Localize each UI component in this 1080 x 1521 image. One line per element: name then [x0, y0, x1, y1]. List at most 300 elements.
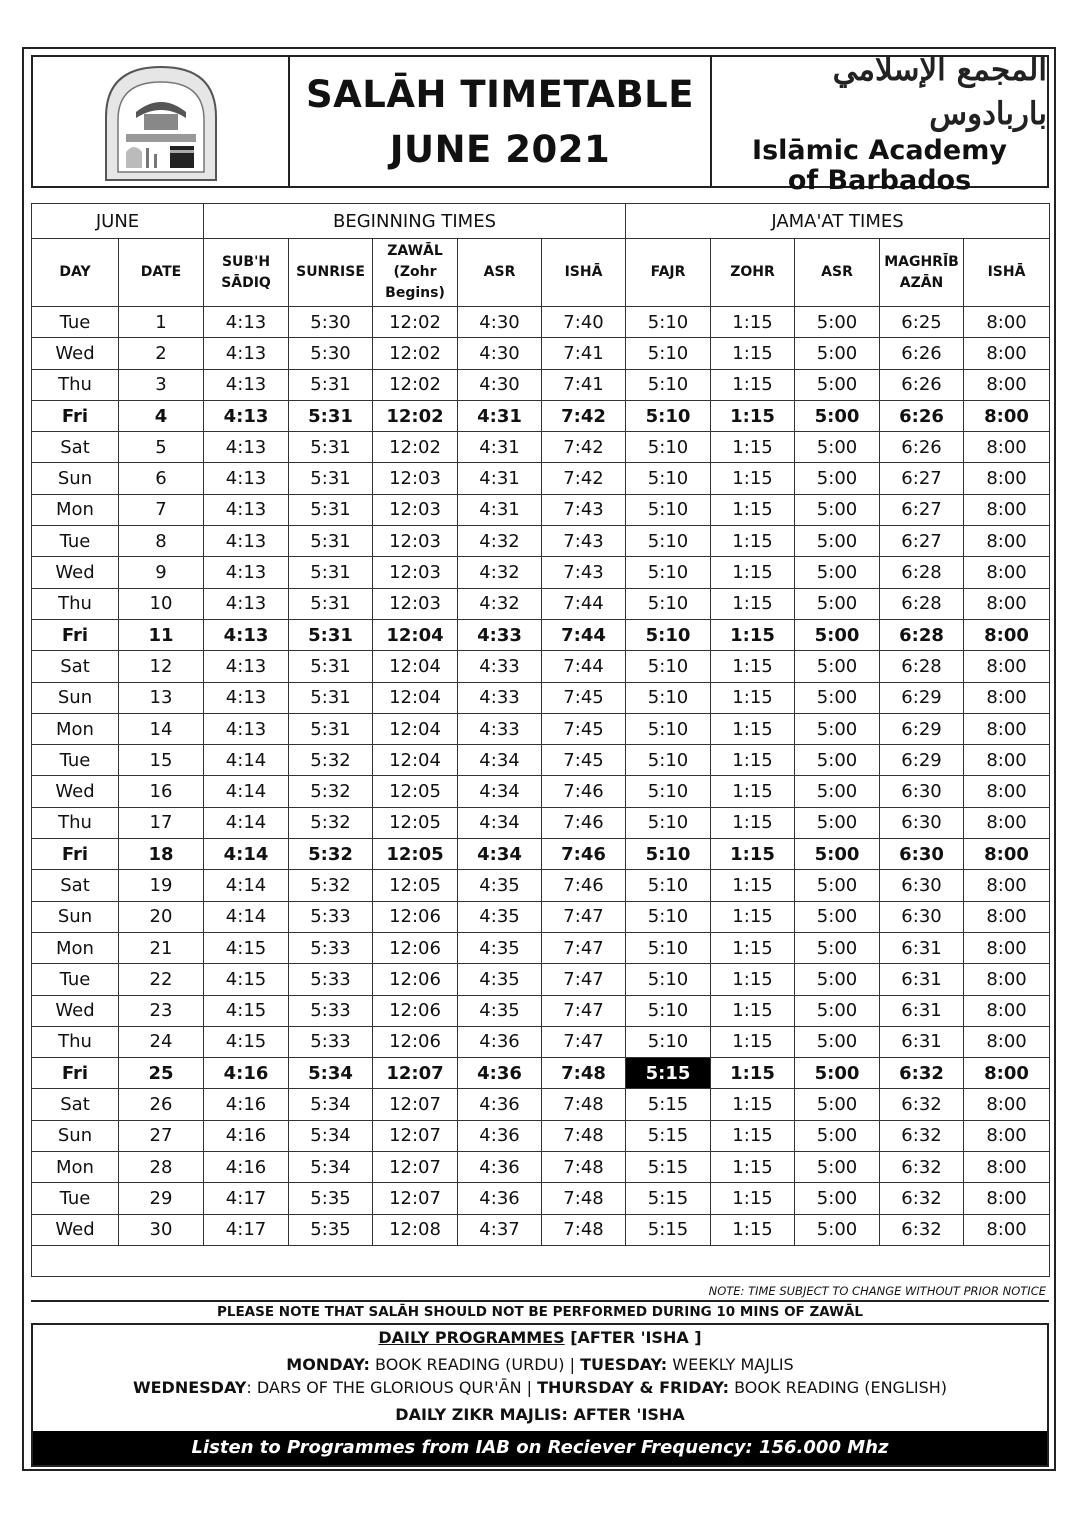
cell-maghrib-azan: 6:32: [880, 1214, 964, 1245]
cell-maghrib-azan: 6:29: [880, 713, 964, 744]
cell-subh-sadiq: 4:13: [204, 463, 289, 494]
cell-maghrib-azan: 6:30: [880, 870, 964, 901]
cell-asr: 4:33: [458, 619, 542, 650]
blank-row: [32, 1245, 1050, 1276]
cell-subh-sadiq: 4:16: [204, 1120, 289, 1151]
cell-fajr: 5:10: [626, 807, 711, 838]
cell-jamaat-asr: 5:00: [795, 526, 880, 557]
cell-isha: 7:47: [542, 995, 626, 1026]
cell-isha: 7:46: [542, 776, 626, 807]
cell-jamaat-isha: 8:00: [964, 776, 1050, 807]
cell-day: Sun: [32, 901, 119, 932]
cell-maghrib-azan: 6:29: [880, 682, 964, 713]
cell-jamaat-isha: 8:00: [964, 588, 1050, 619]
cell-asr: 4:36: [458, 1120, 542, 1151]
cell-asr: 4:36: [458, 1058, 542, 1089]
cell-date: 7: [119, 494, 204, 525]
cell-maghrib-azan: 6:28: [880, 619, 964, 650]
cell-fajr: 5:10: [626, 557, 711, 588]
cell-jamaat-asr: 5:00: [795, 1214, 880, 1245]
table-row: [32, 494, 1050, 525]
cell-sunrise: 5:30: [289, 307, 373, 338]
separator-line: [31, 1300, 1049, 1302]
programmes-title-main: DAILY PROGRAMMES: [378, 1328, 565, 1347]
separator-2: |: [526, 1378, 533, 1397]
table-row: [32, 1058, 1050, 1089]
cell-zohr: 1:15: [711, 494, 795, 525]
cell-date: 23: [119, 995, 204, 1026]
cell-fajr: 5:10: [626, 745, 711, 776]
cell-jamaat-isha: 8:00: [964, 1120, 1050, 1151]
cell-date: 26: [119, 1089, 204, 1120]
cell-sunrise: 5:31: [289, 557, 373, 588]
cell-subh-sadiq: 4:16: [204, 1058, 289, 1089]
cell-jamaat-isha: 8:00: [964, 1026, 1050, 1057]
monday-value: BOOK READING (URDU): [375, 1355, 565, 1374]
cell-fajr: 5:10: [626, 619, 711, 650]
cell-day: Sat: [32, 651, 119, 682]
cell-zohr: 1:15: [711, 651, 795, 682]
cell-isha: 7:41: [542, 338, 626, 369]
table-row: [32, 463, 1050, 494]
cell-isha: 7:48: [542, 1089, 626, 1120]
cell-isha: 7:47: [542, 964, 626, 995]
cell-maghrib-azan: 6:26: [880, 432, 964, 463]
cell-maghrib-azan: 6:32: [880, 1120, 964, 1151]
cell-date: 24: [119, 1026, 204, 1057]
cell-jamaat-asr: 5:00: [795, 307, 880, 338]
cell-day: Sun: [32, 463, 119, 494]
cell-jamaat-asr: 5:00: [795, 776, 880, 807]
cell-date: 21: [119, 932, 204, 963]
cell-sunrise: 5:30: [289, 338, 373, 369]
cell-date: 16: [119, 776, 204, 807]
cell-zohr: 1:15: [711, 526, 795, 557]
cell-fajr: 5:10: [626, 588, 711, 619]
cell-subh-sadiq: 4:16: [204, 1152, 289, 1183]
cell-jamaat-isha: 8:00: [964, 713, 1050, 744]
programmes-title-suffix: [AFTER 'ISHA ]: [570, 1328, 702, 1347]
header: [31, 51, 1049, 196]
table-row: [32, 776, 1050, 807]
cell-zawal: 12:03: [373, 588, 458, 619]
cell-sunrise: 5:34: [289, 1058, 373, 1089]
cell-day: Wed: [32, 557, 119, 588]
cell-jamaat-asr: 5:00: [795, 745, 880, 776]
cell-maghrib-azan: 6:27: [880, 526, 964, 557]
cell-isha: 7:42: [542, 463, 626, 494]
cell-zohr: 1:15: [711, 995, 795, 1026]
cell-jamaat-isha: 8:00: [964, 995, 1050, 1026]
cell-maghrib-azan: 6:31: [880, 1026, 964, 1057]
cell-date: 14: [119, 713, 204, 744]
group-jamaat-times: JAMA'AT TIMES: [626, 204, 1050, 239]
cell-day: Fri: [32, 839, 119, 870]
col-day: DAY: [32, 239, 119, 307]
cell-isha: 7:48: [542, 1058, 626, 1089]
cell-date: 12: [119, 651, 204, 682]
cell-sunrise: 5:32: [289, 807, 373, 838]
cell-date: 2: [119, 338, 204, 369]
cell-jamaat-asr: 5:00: [795, 807, 880, 838]
cell-isha: 7:42: [542, 432, 626, 463]
cell-subh-sadiq: 4:15: [204, 1026, 289, 1057]
cell-day: Mon: [32, 932, 119, 963]
cell-maghrib-azan: 6:30: [880, 839, 964, 870]
cell-zawal: 12:02: [373, 307, 458, 338]
cell-zawal: 12:02: [373, 338, 458, 369]
programmes-title: [33, 1328, 1047, 1347]
cell-zawal: 12:03: [373, 526, 458, 557]
cell-maghrib-azan: 6:27: [880, 463, 964, 494]
cell-jamaat-isha: 8:00: [964, 369, 1050, 400]
cell-subh-sadiq: 4:13: [204, 619, 289, 650]
cell-jamaat-isha: 8:00: [964, 932, 1050, 963]
table-row: [32, 870, 1050, 901]
radio-frequency-banner: Listen to Programmes from IAB on Reciever Frequency: 156.000 Mhz: [33, 1431, 1047, 1465]
cell-asr: 4:33: [458, 651, 542, 682]
cell-sunrise: 5:31: [289, 713, 373, 744]
col-fajr: FAJR: [626, 239, 711, 307]
cell-subh-sadiq: 4:13: [204, 494, 289, 525]
cell-jamaat-isha: 8:00: [964, 651, 1050, 682]
table-row: [32, 1183, 1050, 1214]
table-row: [32, 1089, 1050, 1120]
cell-sunrise: 5:34: [289, 1120, 373, 1151]
cell-fajr: 5:10: [626, 463, 711, 494]
cell-zawal: 12:06: [373, 901, 458, 932]
cell-isha: 7:46: [542, 839, 626, 870]
cell-fajr: 5:10: [626, 995, 711, 1026]
cell-jamaat-isha: 8:00: [964, 338, 1050, 369]
table-row: [32, 1214, 1050, 1245]
cell-isha: 7:43: [542, 557, 626, 588]
academy-logo: [96, 62, 226, 182]
cell-subh-sadiq: 4:15: [204, 964, 289, 995]
cell-day: Tue: [32, 745, 119, 776]
cell-asr: 4:37: [458, 1214, 542, 1245]
cell-jamaat-asr: 5:00: [795, 964, 880, 995]
cell-day: Thu: [32, 1026, 119, 1057]
group-header-row: [32, 204, 1050, 239]
cell-jamaat-asr: 5:00: [795, 839, 880, 870]
cell-isha: 7:45: [542, 713, 626, 744]
cell-date: 19: [119, 870, 204, 901]
title-line-1: SALĀH TIMETABLE: [306, 72, 694, 116]
table-row: [32, 964, 1050, 995]
cell-asr: 4:33: [458, 713, 542, 744]
cell-date: 17: [119, 807, 204, 838]
cell-asr: 4:30: [458, 369, 542, 400]
cell-fajr: 5:10: [626, 839, 711, 870]
academy-name-line-1: Islāmic Academy: [752, 134, 1007, 166]
cell-maghrib-azan: 6:27: [880, 494, 964, 525]
cell-asr: 4:33: [458, 682, 542, 713]
cell-jamaat-isha: 8:00: [964, 901, 1050, 932]
cell-jamaat-asr: 5:00: [795, 338, 880, 369]
cell-day: Fri: [32, 619, 119, 650]
cell-sunrise: 5:32: [289, 870, 373, 901]
cell-fajr: 5:10: [626, 713, 711, 744]
monday-label: MONDAY:: [286, 1355, 370, 1374]
cell-asr: 4:30: [458, 338, 542, 369]
daily-programmes: [31, 1323, 1049, 1467]
cell-jamaat-isha: 8:00: [964, 463, 1050, 494]
table-row: [32, 400, 1050, 431]
cell-jamaat-asr: 5:00: [795, 713, 880, 744]
cell-asr: 4:34: [458, 839, 542, 870]
cell-zohr: 1:15: [711, 964, 795, 995]
title-cell: [290, 57, 712, 186]
cell-date: 28: [119, 1152, 204, 1183]
cell-sunrise: 5:31: [289, 494, 373, 525]
cell-asr: 4:35: [458, 901, 542, 932]
cell-maghrib-azan: 6:26: [880, 338, 964, 369]
cell-date: 8: [119, 526, 204, 557]
logo-cell: [33, 57, 290, 186]
cell-zawal: 12:04: [373, 713, 458, 744]
cell-zawal: 12:06: [373, 1026, 458, 1057]
cell-fajr: 5:15: [626, 1089, 711, 1120]
cell-maghrib-azan: 6:26: [880, 369, 964, 400]
cell-day: Tue: [32, 526, 119, 557]
cell-zawal: 12:06: [373, 995, 458, 1026]
table-row: [32, 526, 1050, 557]
cell-maghrib-azan: 6:31: [880, 964, 964, 995]
cell-zohr: 1:15: [711, 588, 795, 619]
cell-sunrise: 5:34: [289, 1089, 373, 1120]
cell-zohr: 1:15: [711, 1214, 795, 1245]
cell-day: Mon: [32, 1152, 119, 1183]
cell-date: 15: [119, 745, 204, 776]
table-row: [32, 369, 1050, 400]
cell-zawal: 12:02: [373, 369, 458, 400]
cell-subh-sadiq: 4:15: [204, 932, 289, 963]
cell-day: Tue: [32, 307, 119, 338]
cell-isha: 7:41: [542, 369, 626, 400]
cell-zawal: 12:04: [373, 651, 458, 682]
cell-asr: 4:34: [458, 807, 542, 838]
cell-subh-sadiq: 4:13: [204, 307, 289, 338]
cell-date: 3: [119, 369, 204, 400]
cell-subh-sadiq: 4:13: [204, 713, 289, 744]
cell-date: 25: [119, 1058, 204, 1089]
cell-isha: 7:46: [542, 807, 626, 838]
cell-maghrib-azan: 6:32: [880, 1152, 964, 1183]
cell-isha: 7:42: [542, 400, 626, 431]
cell-jamaat-asr: 5:00: [795, 432, 880, 463]
cell-asr: 4:36: [458, 1026, 542, 1057]
cell-sunrise: 5:31: [289, 588, 373, 619]
cell-date: 30: [119, 1214, 204, 1245]
cell-maghrib-azan: 6:30: [880, 901, 964, 932]
cell-jamaat-asr: 5:00: [795, 901, 880, 932]
cell-zohr: 1:15: [711, 307, 795, 338]
cell-asr: 4:34: [458, 745, 542, 776]
table-row: [32, 557, 1050, 588]
cell-isha: 7:48: [542, 1120, 626, 1151]
cell-zohr: 1:15: [711, 713, 795, 744]
cell-sunrise: 5:31: [289, 651, 373, 682]
col-isha: ISHĀ: [542, 239, 626, 307]
cell-asr: 4:32: [458, 588, 542, 619]
cell-asr: 4:32: [458, 526, 542, 557]
cell-fajr: 5:10: [626, 369, 711, 400]
table-row: [32, 901, 1050, 932]
cell-maghrib-azan: 6:28: [880, 651, 964, 682]
cell-zawal: 12:03: [373, 463, 458, 494]
cell-zohr: 1:15: [711, 870, 795, 901]
cell-fajr: 5:10: [626, 338, 711, 369]
cell-asr: 4:34: [458, 776, 542, 807]
cell-jamaat-asr: 5:00: [795, 1058, 880, 1089]
cell-asr: 4:31: [458, 494, 542, 525]
cell-day: Wed: [32, 995, 119, 1026]
cell-asr: 4:36: [458, 1152, 542, 1183]
cell-date: 29: [119, 1183, 204, 1214]
cell-subh-sadiq: 4:13: [204, 526, 289, 557]
cell-day: Mon: [32, 713, 119, 744]
cell-day: Sun: [32, 682, 119, 713]
cell-isha: 7:45: [542, 682, 626, 713]
table-row: [32, 807, 1050, 838]
cell-jamaat-isha: 8:00: [964, 839, 1050, 870]
table-row: [32, 1120, 1050, 1151]
cell-jamaat-asr: 5:00: [795, 870, 880, 901]
cell-zawal: 12:04: [373, 619, 458, 650]
cell-fajr: 5:10: [626, 526, 711, 557]
cell-fajr: 5:10: [626, 1026, 711, 1057]
cell-fajr: 5:15: [626, 1120, 711, 1151]
cell-sunrise: 5:35: [289, 1183, 373, 1214]
cell-isha: 7:43: [542, 526, 626, 557]
cell-date: 13: [119, 682, 204, 713]
cell-zohr: 1:15: [711, 745, 795, 776]
cell-sunrise: 5:31: [289, 432, 373, 463]
cell-jamaat-isha: 8:00: [964, 682, 1050, 713]
cell-zawal: 12:06: [373, 964, 458, 995]
table-row: [32, 682, 1050, 713]
cell-date: 1: [119, 307, 204, 338]
cell-asr: 4:36: [458, 1183, 542, 1214]
cell-sunrise: 5:31: [289, 619, 373, 650]
col-jamaat-isha: ISHĀ: [964, 239, 1050, 307]
cell-sunrise: 5:32: [289, 839, 373, 870]
cell-fajr: 5:10: [626, 307, 711, 338]
cell-isha: 7:46: [542, 870, 626, 901]
title-line-2: JUNE 2021: [389, 127, 611, 171]
cell-jamaat-asr: 5:00: [795, 494, 880, 525]
thu-fri-value: BOOK READING (ENGLISH): [734, 1378, 948, 1397]
cell-maghrib-azan: 6:28: [880, 557, 964, 588]
group-beginning-times: BEGINNING TIMES: [204, 204, 626, 239]
cell-zohr: 1:15: [711, 901, 795, 932]
cell-subh-sadiq: 4:15: [204, 995, 289, 1026]
cell-jamaat-asr: 5:00: [795, 995, 880, 1026]
cell-isha: 7:40: [542, 307, 626, 338]
cell-sunrise: 5:33: [289, 1026, 373, 1057]
cell-zawal: 12:08: [373, 1214, 458, 1245]
table-row: [32, 745, 1050, 776]
cell-day: Thu: [32, 807, 119, 838]
group-month: JUNE: [32, 204, 204, 239]
cell-zawal: 12:06: [373, 932, 458, 963]
cell-jamaat-asr: 5:00: [795, 932, 880, 963]
cell-date: 5: [119, 432, 204, 463]
cell-jamaat-asr: 5:00: [795, 369, 880, 400]
cell-day: Mon: [32, 494, 119, 525]
cell-zohr: 1:15: [711, 338, 795, 369]
cell-zohr: 1:15: [711, 1152, 795, 1183]
cell-fajr: 5:10: [626, 682, 711, 713]
cell-jamaat-asr: 5:00: [795, 1089, 880, 1120]
cell-sunrise: 5:33: [289, 932, 373, 963]
cell-day: Wed: [32, 776, 119, 807]
separator-1: |: [569, 1355, 575, 1374]
table-row: [32, 588, 1050, 619]
cell-sunrise: 5:33: [289, 964, 373, 995]
cell-subh-sadiq: 4:13: [204, 588, 289, 619]
cell-date: 10: [119, 588, 204, 619]
cell-zawal: 12:04: [373, 682, 458, 713]
table-row: [32, 651, 1050, 682]
change-notice: NOTE: TIME SUBJECT TO CHANGE WITHOUT PRIOR NOTICE: [708, 1284, 1046, 1298]
cell-fajr: 5:10: [626, 432, 711, 463]
cell-maghrib-azan: 6:25: [880, 307, 964, 338]
cell-day: Sat: [32, 1089, 119, 1120]
cell-subh-sadiq: 4:14: [204, 776, 289, 807]
cell-asr: 4:35: [458, 964, 542, 995]
cell-asr: 4:30: [458, 307, 542, 338]
cell-zawal: 12:03: [373, 494, 458, 525]
cell-zohr: 1:15: [711, 1058, 795, 1089]
cell-zohr: 1:15: [711, 1026, 795, 1057]
cell-maghrib-azan: 6:31: [880, 995, 964, 1026]
cell-zohr: 1:15: [711, 557, 795, 588]
cell-jamaat-asr: 5:00: [795, 619, 880, 650]
cell-asr: 4:35: [458, 870, 542, 901]
col-maghrib-line2: AZĀN: [899, 274, 944, 291]
cell-day: Fri: [32, 400, 119, 431]
cell-jamaat-asr: 5:00: [795, 1183, 880, 1214]
col-date: DATE: [119, 239, 204, 307]
cell-zohr: 1:15: [711, 400, 795, 431]
cell-subh-sadiq: 4:17: [204, 1183, 289, 1214]
cell-maghrib-azan: 6:32: [880, 1183, 964, 1214]
cell-date: 22: [119, 964, 204, 995]
cell-day: Sun: [32, 1120, 119, 1151]
cell-jamaat-asr: 5:00: [795, 557, 880, 588]
cell-zawal: 12:05: [373, 807, 458, 838]
tuesday-label: TUESDAY:: [580, 1355, 668, 1374]
cell-date: 6: [119, 463, 204, 494]
cell-fajr: 5:10: [626, 932, 711, 963]
cell-jamaat-asr: 5:00: [795, 463, 880, 494]
cell-jamaat-isha: 8:00: [964, 1214, 1050, 1245]
cell-maghrib-azan: 6:30: [880, 776, 964, 807]
cell-date: 4: [119, 400, 204, 431]
cell-sunrise: 5:35: [289, 1214, 373, 1245]
cell-subh-sadiq: 4:13: [204, 369, 289, 400]
cell-maghrib-azan: 6:29: [880, 745, 964, 776]
col-zohr: ZOHR: [711, 239, 795, 307]
cell-fajr: 5:15: [626, 1058, 711, 1089]
table-row: [32, 432, 1050, 463]
cell-maghrib-azan: 6:32: [880, 1058, 964, 1089]
cell-zawal: 12:04: [373, 745, 458, 776]
cell-jamaat-isha: 8:00: [964, 745, 1050, 776]
cell-subh-sadiq: 4:13: [204, 338, 289, 369]
